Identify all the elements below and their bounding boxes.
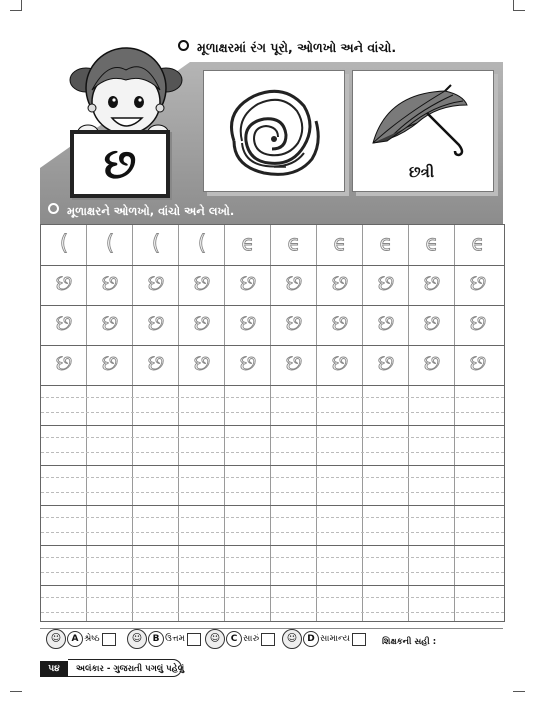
grade-b <box>127 629 201 649</box>
trace-letter: છ <box>377 311 395 335</box>
trace-letter: છ <box>285 351 303 375</box>
grade-label: ઉત્તમ <box>165 634 186 644</box>
row-divider <box>41 465 504 466</box>
grade-label: સારું <box>243 634 260 644</box>
smiley-face-icon: ☺ <box>282 629 302 649</box>
row-guide <box>41 612 504 613</box>
trace-letter: છ <box>331 271 349 295</box>
board-letter: છ <box>103 139 137 188</box>
trace-letter: છ <box>101 271 119 295</box>
trace-letter: છ <box>469 351 487 375</box>
grade-checkbox[interactable] <box>187 633 201 646</box>
grade-letter: C <box>226 631 242 647</box>
writing-practice-grid[interactable] <box>40 224 505 622</box>
instruction-identify-write: મૂળાક્ષરને ઓળખો, વાંચો અને લખો. <box>48 203 234 219</box>
picture-word: છત્રી <box>409 163 435 181</box>
trace-letter: છ <box>193 271 211 295</box>
trace-letter: છ <box>423 311 441 335</box>
trace-letter: છ <box>147 311 165 335</box>
maze-letter-chha <box>204 71 344 191</box>
crop-mark <box>513 0 514 10</box>
grade-checkbox[interactable] <box>261 633 275 646</box>
trace-letter: છ <box>101 351 119 375</box>
trace-letter: છ <box>55 271 73 295</box>
grade-checkbox[interactable] <box>102 633 116 646</box>
row-divider <box>41 345 504 346</box>
smiley-face-icon: ☺ <box>46 629 66 649</box>
trace-letter: છ <box>469 311 487 335</box>
trace-letter: છ <box>377 351 395 375</box>
grade-c <box>205 629 275 649</box>
row-guide <box>41 557 504 558</box>
grade-label: સામાન્ય <box>320 634 350 644</box>
grade-a <box>46 629 116 649</box>
trace-stroke: ϵ <box>471 231 485 255</box>
crop-mark <box>513 691 525 692</box>
row-guide <box>41 597 504 598</box>
instruction-color-letter: મૂળાક્ષરમાં રંગ પૂરો, ઓળખો અને વાંચો. <box>178 40 396 56</box>
row-divider <box>41 425 504 426</box>
letter-board <box>70 130 170 198</box>
trace-letter: છ <box>423 271 441 295</box>
row-divider <box>41 305 504 306</box>
grade-letter: A <box>67 631 83 647</box>
trace-letter: છ <box>239 271 257 295</box>
row-guide <box>41 532 504 533</box>
trace-letter: છ <box>55 351 73 375</box>
row-guide <box>41 437 504 438</box>
trace-letter: છ <box>285 311 303 335</box>
page-number: ૫૪ <box>40 661 68 677</box>
trace-letter: છ <box>285 271 303 295</box>
trace-letter: છ <box>147 271 165 295</box>
row-divider <box>41 545 504 546</box>
row-guide <box>41 492 504 493</box>
trace-letter: છ <box>331 351 349 375</box>
grade-label: શ્રેષ્ઠ <box>84 634 100 644</box>
row-divider <box>41 505 504 506</box>
row-guide <box>41 412 504 413</box>
row-guide <box>41 517 504 518</box>
smiley-face-icon: ☺ <box>205 629 225 649</box>
teacher-signature-label: શિક્ષકની સહી : <box>382 637 437 647</box>
umbrella-icon <box>367 83 479 163</box>
trace-letter: છ <box>55 311 73 335</box>
row-guide <box>41 572 504 573</box>
trace-stroke: ϵ <box>241 231 255 255</box>
trace-letter: છ <box>147 351 165 375</box>
trace-letter: છ <box>423 351 441 375</box>
trace-letter: છ <box>331 311 349 335</box>
grade-checkbox[interactable] <box>352 633 366 646</box>
row-guide <box>41 397 504 398</box>
crop-mark <box>21 0 22 10</box>
crop-mark <box>513 10 525 11</box>
trace-letter: છ <box>469 271 487 295</box>
trace-stroke: ( <box>59 231 69 255</box>
umbrella-picture-card[interactable] <box>352 70 494 192</box>
trace-stroke: ϵ <box>287 231 301 255</box>
grade-letter: D <box>303 631 319 647</box>
trace-letter: છ <box>239 351 257 375</box>
crop-mark <box>10 10 22 11</box>
trace-stroke: ( <box>105 231 115 255</box>
trace-stroke: ϵ <box>379 231 393 255</box>
outline-letter-card[interactable] <box>203 70 345 192</box>
trace-letter: છ <box>239 311 257 335</box>
crop-mark <box>10 691 22 692</box>
trace-letter: છ <box>377 271 395 295</box>
trace-stroke: ϵ <box>333 231 347 255</box>
grade-d <box>282 629 366 649</box>
trace-stroke: ( <box>151 231 161 255</box>
grade-letter: B <box>148 631 164 647</box>
trace-stroke: ϵ <box>425 231 439 255</box>
trace-letter: છ <box>193 311 211 335</box>
row-divider <box>41 385 504 386</box>
trace-stroke: ( <box>197 231 207 255</box>
row-guide <box>41 477 504 478</box>
trace-letter: છ <box>101 311 119 335</box>
smiley-face-icon: ☺ <box>127 629 147 649</box>
row-divider <box>41 585 504 586</box>
row-guide <box>41 452 504 453</box>
bullet-icon <box>48 203 59 214</box>
trace-letter: છ <box>193 351 211 375</box>
row-divider <box>41 265 504 266</box>
book-title: અલંકાર - ગુજરાતી પગલું પહેલું <box>68 659 182 677</box>
